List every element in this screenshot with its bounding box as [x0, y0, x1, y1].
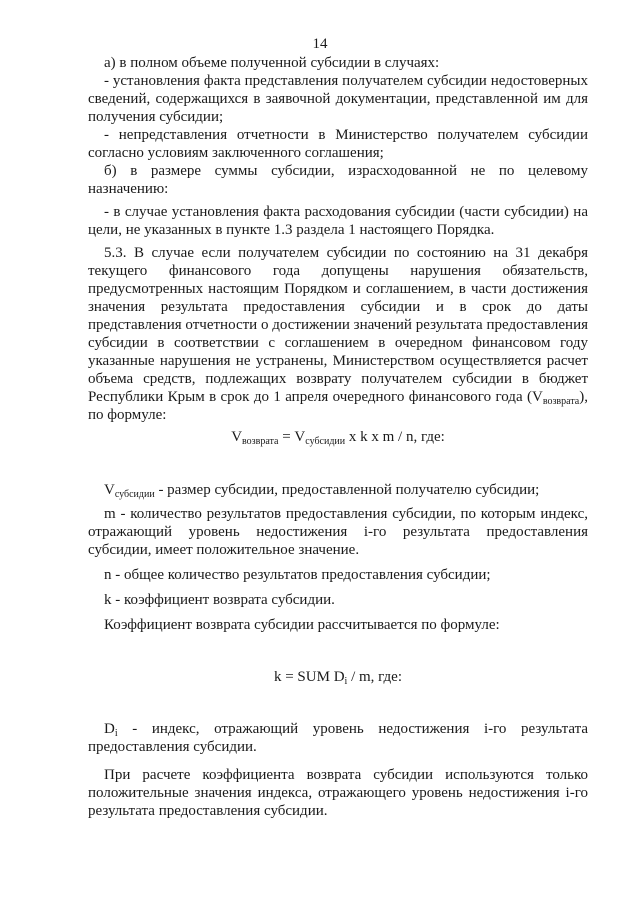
formula-v-return: $V_{возврата} = V_{субсидии}$ x k x m / n, где:: [231, 429, 445, 447]
paragraph-final: При расчете коэффициента возврата субсидии используются только положительные значения индекса, отражающего уровень недостижения i-го результата предоставления субсидии.: [88, 767, 588, 819]
definition-m: m - количество результатов предоставления субсидии, по которым индекс, отражающий уровень недостижения i-го результата предоставления субсидии, имеет положительное значение.: [88, 506, 588, 558]
paragraph-a: а) в полном объеме полученной субсидии в случаях:: [104, 55, 440, 71]
paragraph-false-info: - установления факта представления получателем субсидии недостоверных сведений, содержащихся в заявочной документации, представленной им для получения субсидии;: [88, 73, 588, 125]
paragraph-5-3-tail: ), по формуле:: [88, 389, 588, 423]
k-formula-intro: Коэффициент возврата субсидии рассчитывается по формуле:: [104, 617, 500, 633]
definition-k: k - коэффициент возврата субсидии.: [104, 592, 335, 608]
page-number: 14: [312, 36, 328, 52]
paragraph-no-report: - непредставления отчетности в Министерство получателем субсидии согласно условиям заключенного соглашения;: [88, 127, 588, 161]
formula-k: k = SUM $D_i$ / m, где:: [273, 669, 403, 687]
definition-n: n - общее количество результатов предоставления субсидии;: [104, 567, 491, 583]
paragraph-5-3: [88, 244, 588, 424]
definition-v-subsidy: $V_{субсидии}$ - размер субсидии, предоставленной получателю субсидии;: [104, 482, 540, 500]
paragraph-misuse: - в случае установления факта расходования субсидии (части субсидии) на цели, не указанных в пункте 1.3 раздела 1 настоящего Порядка.: [88, 204, 588, 238]
definition-d: $D_i$ - индекс, отражающий уровень недостижения i-го результата предоставления субсидии.: [88, 721, 588, 755]
paragraph-b: б) в размере суммы субсидии, израсходованной не по целевому назначению:: [88, 163, 588, 197]
paragraph-5-3-text: 5.3. В случае если получателем субсидии по состоянию на 31 декабря текущего финансового года допущены нарушения обязательств, предусмотренных настоящим Порядком и соглашением, в части достижения значения результата предоставления субсидии и в срок до даты представления отчетности о достижении значений результата предоставления субсидии в соответствии с соглашением в очередном финансовом году указанные нарушения не устранены, Министерством осуществляется расчет объема средств, подлежащих возврату получателем субсидии в бюджет Республики Крым в срок до 1 апреля очередного финансового года (V: [88, 245, 588, 405]
v-return-subscript: возврата: [542, 396, 580, 407]
